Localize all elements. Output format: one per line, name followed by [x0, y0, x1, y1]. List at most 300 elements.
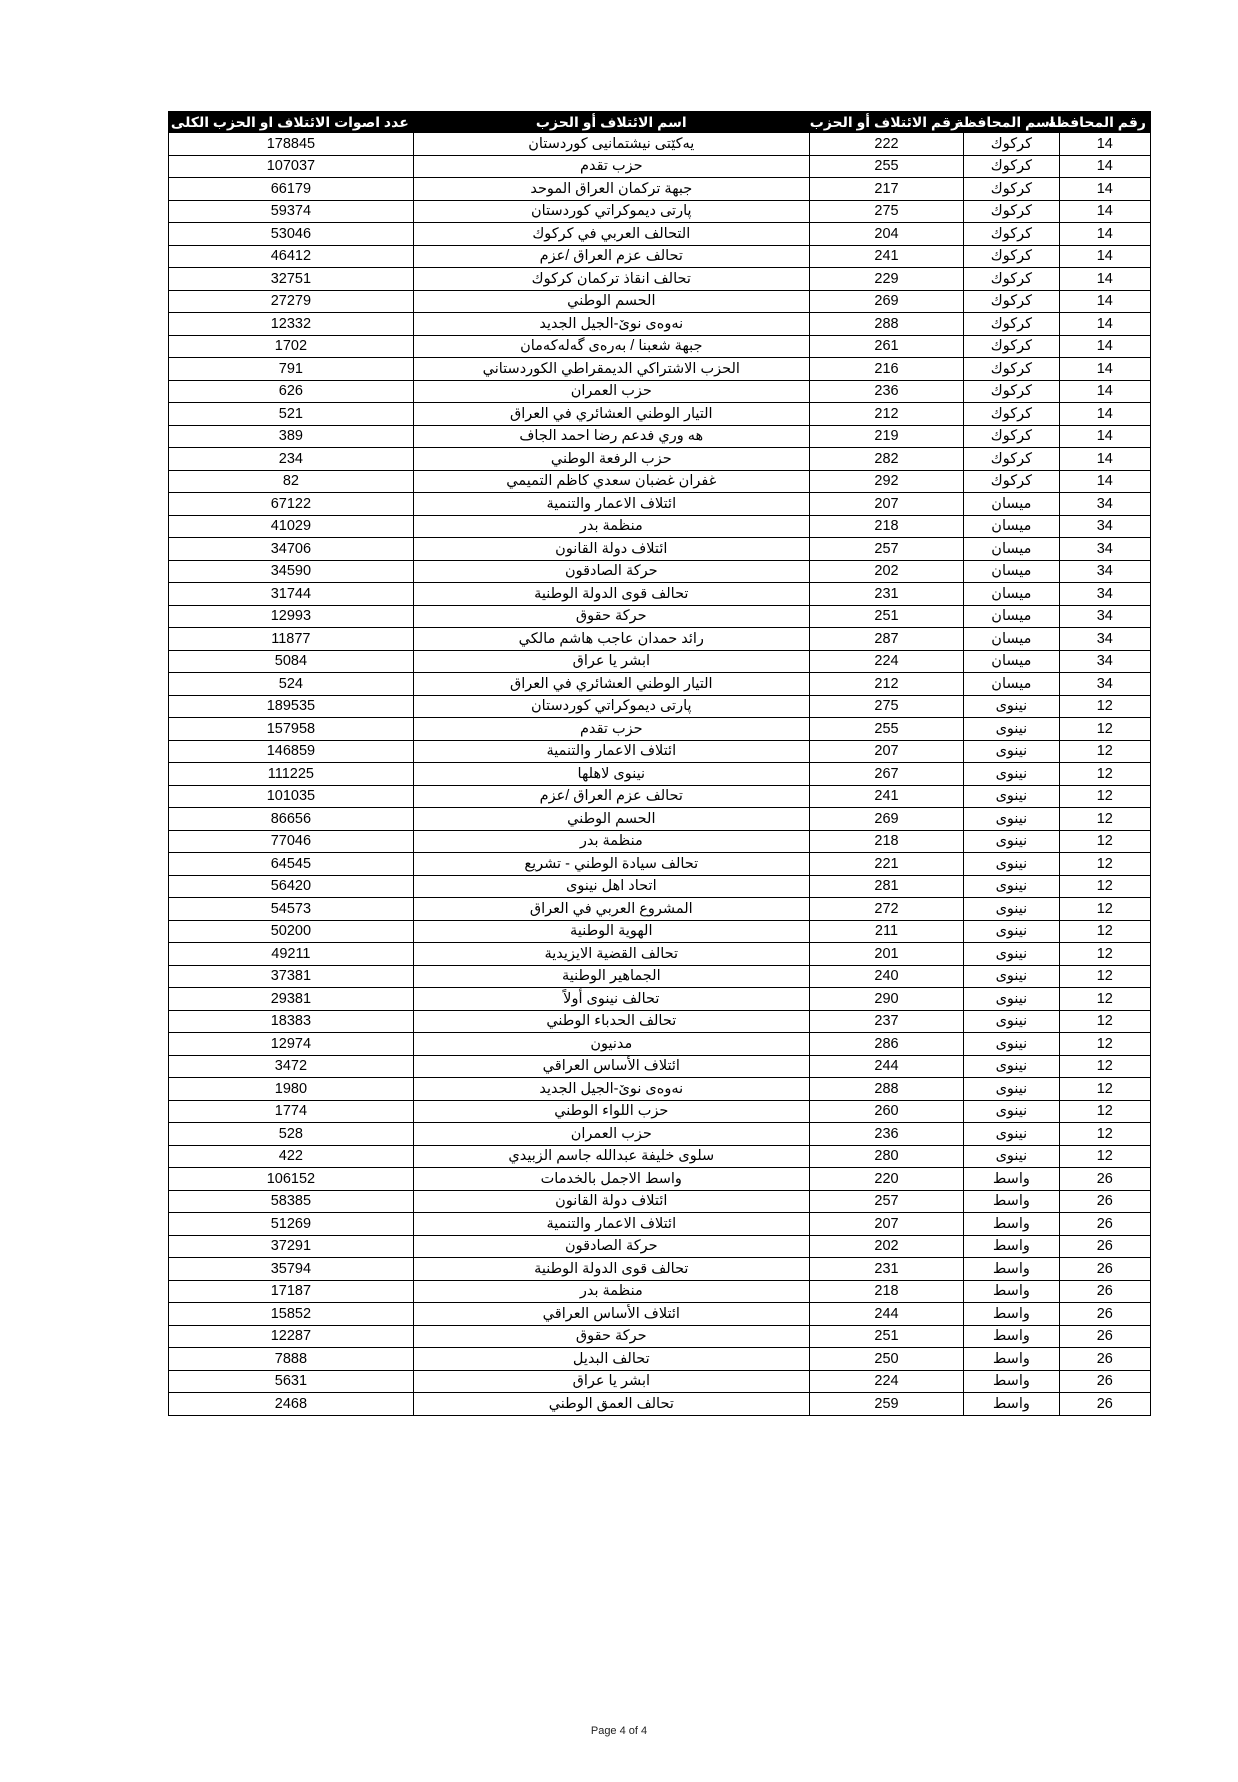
- cell-total-votes: 29381: [169, 988, 414, 1011]
- cell-total-votes: 791: [169, 358, 414, 381]
- cell-governorate-number: 14: [1059, 178, 1150, 201]
- cell-total-votes: 82: [169, 470, 414, 493]
- cell-list-name: غفران غضبان سعدي كاظم التميمي: [413, 470, 809, 493]
- cell-list-name: حركة حقوق: [413, 1325, 809, 1348]
- cell-governorate-name: نينوى: [964, 988, 1059, 1011]
- cell-governorate-number: 12: [1059, 875, 1150, 898]
- cell-total-votes: 12287: [169, 1325, 414, 1348]
- cell-total-votes: 66179: [169, 178, 414, 201]
- cell-list-number: 241: [809, 785, 963, 808]
- cell-list-number: 218: [809, 830, 963, 853]
- cell-governorate-name: كركوك: [964, 290, 1059, 313]
- cell-total-votes: 59374: [169, 200, 414, 223]
- cell-governorate-name: واسط: [964, 1235, 1059, 1258]
- cell-total-votes: 5631: [169, 1370, 414, 1393]
- cell-governorate-name: نينوى: [964, 695, 1059, 718]
- cell-list-number: 241: [809, 245, 963, 268]
- cell-list-number: 204: [809, 223, 963, 246]
- table-row: [169, 1393, 1151, 1416]
- cell-governorate-name: كركوك: [964, 155, 1059, 178]
- table-row: [169, 1348, 1151, 1371]
- cell-list-name: تحالف عزم العراق /عزم: [413, 245, 809, 268]
- cell-list-number: 288: [809, 1078, 963, 1101]
- table-row: [169, 650, 1151, 673]
- cell-governorate-number: 14: [1059, 200, 1150, 223]
- cell-list-name: جبهة تركمان العراق الموحد: [413, 178, 809, 201]
- cell-governorate-number: 26: [1059, 1168, 1150, 1191]
- cell-list-name: نەوەی نوێ-الجيل الجديد: [413, 1078, 809, 1101]
- page-number: Page 4 of 4: [590, 1725, 648, 1737]
- cell-list-name: مدنيون: [413, 1033, 809, 1056]
- table-header-row: [169, 112, 1151, 133]
- cell-governorate-name: نينوى: [964, 1055, 1059, 1078]
- table-row: [169, 380, 1151, 403]
- cell-governorate-name: ميسان: [964, 673, 1059, 696]
- cell-governorate-number: 34: [1059, 673, 1150, 696]
- cell-list-name: تحالف انقاذ تركمان كركوك: [413, 268, 809, 291]
- cell-list-number: 220: [809, 1168, 963, 1191]
- cell-total-votes: 5084: [169, 650, 414, 673]
- header-list-number: رقم الائتلاف أو الحزب: [809, 112, 963, 133]
- cell-list-number: 207: [809, 493, 963, 516]
- cell-total-votes: 626: [169, 380, 414, 403]
- cell-total-votes: 1980: [169, 1078, 414, 1101]
- cell-list-number: 229: [809, 268, 963, 291]
- table-row: [169, 875, 1151, 898]
- cell-list-number: 218: [809, 515, 963, 538]
- cell-governorate-number: 12: [1059, 1033, 1150, 1056]
- cell-total-votes: 32751: [169, 268, 414, 291]
- cell-total-votes: 146859: [169, 740, 414, 763]
- cell-list-name: تحالف نينوى أولاً: [413, 988, 809, 1011]
- cell-list-name: المشروع العربي في العراق: [413, 898, 809, 921]
- table-row: [169, 1145, 1151, 1168]
- cell-total-votes: 49211: [169, 943, 414, 966]
- cell-total-votes: 12993: [169, 605, 414, 628]
- cell-governorate-number: 26: [1059, 1348, 1150, 1371]
- cell-list-name: اتحاد اهل نينوى: [413, 875, 809, 898]
- table-row: [169, 830, 1151, 853]
- cell-total-votes: 422: [169, 1145, 414, 1168]
- cell-list-number: 275: [809, 200, 963, 223]
- cell-list-number: 250: [809, 1348, 963, 1371]
- cell-list-number: 231: [809, 1258, 963, 1281]
- table-row: [169, 493, 1151, 516]
- cell-governorate-name: ميسان: [964, 583, 1059, 606]
- cell-list-number: 244: [809, 1055, 963, 1078]
- cell-governorate-name: كركوك: [964, 223, 1059, 246]
- cell-list-name: تحالف الحدباء الوطني: [413, 1010, 809, 1033]
- cell-list-number: 261: [809, 335, 963, 358]
- table-row: [169, 470, 1151, 493]
- cell-governorate-name: كركوك: [964, 470, 1059, 493]
- table-row: [169, 1100, 1151, 1123]
- cell-list-name: حركة حقوق: [413, 605, 809, 628]
- cell-governorate-name: كركوك: [964, 245, 1059, 268]
- cell-list-name: منظمة بدر: [413, 515, 809, 538]
- cell-total-votes: 1774: [169, 1100, 414, 1123]
- header-governorate-number: رقم المحافظة: [1059, 112, 1150, 133]
- cell-list-name: ائتلاف الاعمار والتنمية: [413, 493, 809, 516]
- cell-governorate-name: نينوى: [964, 1033, 1059, 1056]
- cell-governorate-number: 26: [1059, 1393, 1150, 1416]
- table-row: [169, 1280, 1151, 1303]
- cell-list-name: تحالف القضية الايزيدية: [413, 943, 809, 966]
- cell-list-name: حركة الصادقون: [413, 1235, 809, 1258]
- cell-governorate-number: 12: [1059, 695, 1150, 718]
- cell-governorate-number: 12: [1059, 920, 1150, 943]
- cell-governorate-name: كركوك: [964, 335, 1059, 358]
- cell-total-votes: 50200: [169, 920, 414, 943]
- cell-total-votes: 17187: [169, 1280, 414, 1303]
- cell-total-votes: 389: [169, 425, 414, 448]
- cell-list-number: 202: [809, 1235, 963, 1258]
- table-row: [169, 335, 1151, 358]
- cell-list-name: تحالف عزم العراق /عزم: [413, 785, 809, 808]
- cell-list-name: التحالف العربي في كركوك: [413, 223, 809, 246]
- cell-governorate-name: كركوك: [964, 448, 1059, 471]
- cell-governorate-name: كركوك: [964, 380, 1059, 403]
- cell-governorate-number: 12: [1059, 1010, 1150, 1033]
- table-row: [169, 605, 1151, 628]
- table-row: [169, 1123, 1151, 1146]
- cell-governorate-name: ميسان: [964, 538, 1059, 561]
- cell-list-number: 260: [809, 1100, 963, 1123]
- cell-total-votes: 51269: [169, 1213, 414, 1236]
- cell-list-name: جبهة شعبنا / بەرەی گەلەکەمان: [413, 335, 809, 358]
- cell-governorate-name: واسط: [964, 1325, 1059, 1348]
- cell-list-name: حركة الصادقون: [413, 560, 809, 583]
- cell-governorate-name: كركوك: [964, 358, 1059, 381]
- cell-governorate-number: 14: [1059, 290, 1150, 313]
- table-row: [169, 1325, 1151, 1348]
- cell-list-name: الجماهير الوطنية: [413, 965, 809, 988]
- table-row: [169, 133, 1151, 156]
- cell-list-name: حزب تقدم: [413, 155, 809, 178]
- cell-governorate-name: نينوى: [964, 1010, 1059, 1033]
- table-row: [169, 1258, 1151, 1281]
- cell-governorate-number: 12: [1059, 1123, 1150, 1146]
- cell-list-number: 222: [809, 133, 963, 156]
- table-row: [169, 583, 1151, 606]
- cell-governorate-name: نينوى: [964, 965, 1059, 988]
- cell-governorate-number: 14: [1059, 448, 1150, 471]
- cell-list-number: 217: [809, 178, 963, 201]
- cell-governorate-number: 26: [1059, 1325, 1150, 1348]
- cell-total-votes: 35794: [169, 1258, 414, 1281]
- table-row: [169, 943, 1151, 966]
- cell-total-votes: 3472: [169, 1055, 414, 1078]
- cell-governorate-number: 34: [1059, 493, 1150, 516]
- cell-governorate-number: 34: [1059, 538, 1150, 561]
- cell-governorate-name: نينوى: [964, 920, 1059, 943]
- cell-governorate-name: نينوى: [964, 875, 1059, 898]
- cell-list-name: تحالف البديل: [413, 1348, 809, 1371]
- cell-governorate-name: نينوى: [964, 1145, 1059, 1168]
- cell-governorate-number: 12: [1059, 1100, 1150, 1123]
- table-row: [169, 695, 1151, 718]
- cell-total-votes: 524: [169, 673, 414, 696]
- cell-governorate-name: نينوى: [964, 898, 1059, 921]
- table-row: [169, 290, 1151, 313]
- cell-governorate-number: 14: [1059, 403, 1150, 426]
- cell-governorate-number: 14: [1059, 425, 1150, 448]
- cell-total-votes: 77046: [169, 830, 414, 853]
- table-row: [169, 898, 1151, 921]
- cell-governorate-number: 34: [1059, 628, 1150, 651]
- table-row: [169, 1370, 1151, 1393]
- cell-governorate-name: نينوى: [964, 830, 1059, 853]
- cell-governorate-name: واسط: [964, 1168, 1059, 1191]
- cell-governorate-name: ميسان: [964, 650, 1059, 673]
- cell-total-votes: 41029: [169, 515, 414, 538]
- cell-list-name: الهوية الوطنية: [413, 920, 809, 943]
- cell-list-number: 202: [809, 560, 963, 583]
- cell-total-votes: 18383: [169, 1010, 414, 1033]
- cell-list-name: ائتلاف الأساس العراقي: [413, 1303, 809, 1326]
- cell-total-votes: 31744: [169, 583, 414, 606]
- table-row: [169, 1303, 1151, 1326]
- cell-total-votes: 11877: [169, 628, 414, 651]
- cell-governorate-name: ميسان: [964, 493, 1059, 516]
- cell-list-name: حزب العمران: [413, 1123, 809, 1146]
- cell-list-number: 286: [809, 1033, 963, 1056]
- table-row: [169, 178, 1151, 201]
- cell-governorate-name: واسط: [964, 1348, 1059, 1371]
- cell-total-votes: 86656: [169, 808, 414, 831]
- table-row: [169, 358, 1151, 381]
- cell-total-votes: 34590: [169, 560, 414, 583]
- cell-list-number: 237: [809, 1010, 963, 1033]
- cell-list-number: 236: [809, 1123, 963, 1146]
- table-row: [169, 673, 1151, 696]
- cell-governorate-name: كركوك: [964, 178, 1059, 201]
- table-row: [169, 1010, 1151, 1033]
- cell-governorate-name: نينوى: [964, 1100, 1059, 1123]
- cell-list-name: حزب تقدم: [413, 718, 809, 741]
- cell-governorate-number: 34: [1059, 515, 1150, 538]
- cell-list-number: 255: [809, 155, 963, 178]
- cell-governorate-number: 14: [1059, 335, 1150, 358]
- table-row: [169, 740, 1151, 763]
- cell-list-number: 272: [809, 898, 963, 921]
- cell-total-votes: 178845: [169, 133, 414, 156]
- header-total-votes: عدد اصوات الائتلاف او الحزب الكلى: [169, 112, 414, 133]
- cell-list-name: الحسم الوطني: [413, 290, 809, 313]
- cell-governorate-name: ميسان: [964, 628, 1059, 651]
- table-row: [169, 268, 1151, 291]
- cell-governorate-name: نينوى: [964, 785, 1059, 808]
- cell-list-name: سلوى خليفة عبدالله جاسم الزبيدي: [413, 1145, 809, 1168]
- table-row: [169, 965, 1151, 988]
- cell-governorate-number: 12: [1059, 965, 1150, 988]
- cell-list-name: التيار الوطني العشائري في العراق: [413, 403, 809, 426]
- cell-governorate-name: نينوى: [964, 1123, 1059, 1146]
- cell-list-number: 269: [809, 290, 963, 313]
- cell-governorate-name: نينوى: [964, 763, 1059, 786]
- cell-governorate-number: 26: [1059, 1213, 1150, 1236]
- cell-list-name: ائتلاف الأساس العراقي: [413, 1055, 809, 1078]
- cell-list-name: نينوى لاهلها: [413, 763, 809, 786]
- table-row: [169, 515, 1151, 538]
- cell-governorate-name: نينوى: [964, 943, 1059, 966]
- table-row: [169, 853, 1151, 876]
- cell-governorate-number: 12: [1059, 853, 1150, 876]
- cell-total-votes: 234: [169, 448, 414, 471]
- cell-governorate-number: 34: [1059, 605, 1150, 628]
- cell-governorate-number: 12: [1059, 830, 1150, 853]
- table-row: [169, 155, 1151, 178]
- cell-governorate-number: 26: [1059, 1370, 1150, 1393]
- cell-list-number: 282: [809, 448, 963, 471]
- cell-total-votes: 34706: [169, 538, 414, 561]
- cell-governorate-number: 34: [1059, 560, 1150, 583]
- cell-governorate-number: 12: [1059, 1145, 1150, 1168]
- cell-list-number: 201: [809, 943, 963, 966]
- table-row: [169, 1168, 1151, 1191]
- cell-total-votes: 58385: [169, 1190, 414, 1213]
- cell-list-name: پارتی ديموكراتي كوردستان: [413, 695, 809, 718]
- cell-governorate-name: نينوى: [964, 740, 1059, 763]
- cell-governorate-name: نينوى: [964, 808, 1059, 831]
- cell-total-votes: 27279: [169, 290, 414, 313]
- table-row: [169, 1213, 1151, 1236]
- cell-governorate-number: 14: [1059, 470, 1150, 493]
- cell-governorate-name: واسط: [964, 1190, 1059, 1213]
- cell-total-votes: 53046: [169, 223, 414, 246]
- cell-governorate-name: ميسان: [964, 515, 1059, 538]
- cell-governorate-name: واسط: [964, 1303, 1059, 1326]
- cell-governorate-name: كركوك: [964, 403, 1059, 426]
- cell-total-votes: 64545: [169, 853, 414, 876]
- cell-governorate-number: 26: [1059, 1280, 1150, 1303]
- cell-governorate-number: 26: [1059, 1258, 1150, 1281]
- cell-governorate-name: واسط: [964, 1280, 1059, 1303]
- cell-list-name: يەکێتی نیشتمانیی کوردستان: [413, 133, 809, 156]
- cell-governorate-name: واسط: [964, 1393, 1059, 1416]
- cell-list-number: 280: [809, 1145, 963, 1168]
- cell-governorate-number: 14: [1059, 268, 1150, 291]
- cell-list-number: 221: [809, 853, 963, 876]
- cell-governorate-number: 14: [1059, 245, 1150, 268]
- cell-list-number: 290: [809, 988, 963, 1011]
- cell-total-votes: 101035: [169, 785, 414, 808]
- cell-list-name: حزب اللواء الوطني: [413, 1100, 809, 1123]
- cell-list-name: ائتلاف دولة القانون: [413, 538, 809, 561]
- cell-list-name: حزب العمران: [413, 380, 809, 403]
- table-row: [169, 448, 1151, 471]
- cell-list-number: 212: [809, 403, 963, 426]
- cell-list-number: 255: [809, 718, 963, 741]
- cell-list-number: 259: [809, 1393, 963, 1416]
- cell-governorate-number: 12: [1059, 740, 1150, 763]
- cell-list-name: منظمة بدر: [413, 1280, 809, 1303]
- cell-governorate-number: 12: [1059, 785, 1150, 808]
- cell-list-name: التيار الوطني العشائري في العراق: [413, 673, 809, 696]
- cell-list-number: 236: [809, 380, 963, 403]
- cell-governorate-number: 12: [1059, 718, 1150, 741]
- cell-total-votes: 37291: [169, 1235, 414, 1258]
- cell-list-number: 251: [809, 605, 963, 628]
- cell-list-number: 224: [809, 1370, 963, 1393]
- cell-governorate-number: 12: [1059, 808, 1150, 831]
- table-row: [169, 1190, 1151, 1213]
- cell-list-name: تحالف قوى الدولة الوطنية: [413, 583, 809, 606]
- cell-governorate-number: 12: [1059, 1078, 1150, 1101]
- cell-governorate-name: كركوك: [964, 425, 1059, 448]
- cell-list-name: واسط الاجمل بالخدمات: [413, 1168, 809, 1191]
- cell-list-number: 219: [809, 425, 963, 448]
- cell-list-number: 207: [809, 740, 963, 763]
- cell-list-name: الحسم الوطني: [413, 808, 809, 831]
- cell-governorate-number: 14: [1059, 358, 1150, 381]
- cell-governorate-number: 12: [1059, 763, 1150, 786]
- header-list-name: اسم الائتلاف أو الحزب: [413, 112, 809, 133]
- cell-list-number: 267: [809, 763, 963, 786]
- cell-list-number: 240: [809, 965, 963, 988]
- cell-governorate-name: كركوك: [964, 268, 1059, 291]
- cell-governorate-number: 26: [1059, 1235, 1150, 1258]
- table-row: [169, 313, 1151, 336]
- cell-list-name: ابشر يا عراق: [413, 650, 809, 673]
- cell-list-name: حزب الرفعة الوطني: [413, 448, 809, 471]
- cell-list-name: نەوەی نوێ-الجيل الجديد: [413, 313, 809, 336]
- cell-list-number: 224: [809, 650, 963, 673]
- header-governorate-name: اسم المحافظة: [964, 112, 1059, 133]
- table-row: [169, 1235, 1151, 1258]
- cell-list-name: ائتلاف الاعمار والتنمية: [413, 1213, 809, 1236]
- cell-list-number: 288: [809, 313, 963, 336]
- table-row: [169, 538, 1151, 561]
- cell-total-votes: 7888: [169, 1348, 414, 1371]
- cell-governorate-name: واسط: [964, 1370, 1059, 1393]
- table-body: [169, 133, 1151, 1416]
- cell-list-name: ابشر يا عراق: [413, 1370, 809, 1393]
- table-row: [169, 1033, 1151, 1056]
- table-row: [169, 1078, 1151, 1101]
- cell-governorate-number: 14: [1059, 313, 1150, 336]
- cell-governorate-number: 14: [1059, 380, 1150, 403]
- cell-governorate-name: كركوك: [964, 133, 1059, 156]
- cell-governorate-number: 26: [1059, 1303, 1150, 1326]
- table-row: [169, 403, 1151, 426]
- cell-list-name: رائد حمدان عاجب هاشم مالكي: [413, 628, 809, 651]
- cell-list-name: هه وري فدعم رضا احمد الجاف: [413, 425, 809, 448]
- cell-list-number: 287: [809, 628, 963, 651]
- cell-governorate-name: ميسان: [964, 605, 1059, 628]
- table-row: [169, 718, 1151, 741]
- cell-list-name: ائتلاف دولة القانون: [413, 1190, 809, 1213]
- cell-list-number: 292: [809, 470, 963, 493]
- cell-total-votes: 67122: [169, 493, 414, 516]
- cell-total-votes: 189535: [169, 695, 414, 718]
- cell-total-votes: 106152: [169, 1168, 414, 1191]
- cell-list-number: 275: [809, 695, 963, 718]
- election-results-table: [168, 111, 1151, 1416]
- cell-governorate-number: 12: [1059, 898, 1150, 921]
- cell-list-name: تحالف قوى الدولة الوطنية: [413, 1258, 809, 1281]
- cell-governorate-number: 14: [1059, 133, 1150, 156]
- table-row: [169, 1055, 1151, 1078]
- cell-governorate-name: واسط: [964, 1258, 1059, 1281]
- cell-total-votes: 12332: [169, 313, 414, 336]
- cell-governorate-name: كركوك: [964, 200, 1059, 223]
- cell-list-name: منظمة بدر: [413, 830, 809, 853]
- table-row: [169, 785, 1151, 808]
- cell-list-number: 218: [809, 1280, 963, 1303]
- cell-governorate-name: نينوى: [964, 1078, 1059, 1101]
- cell-governorate-name: كركوك: [964, 313, 1059, 336]
